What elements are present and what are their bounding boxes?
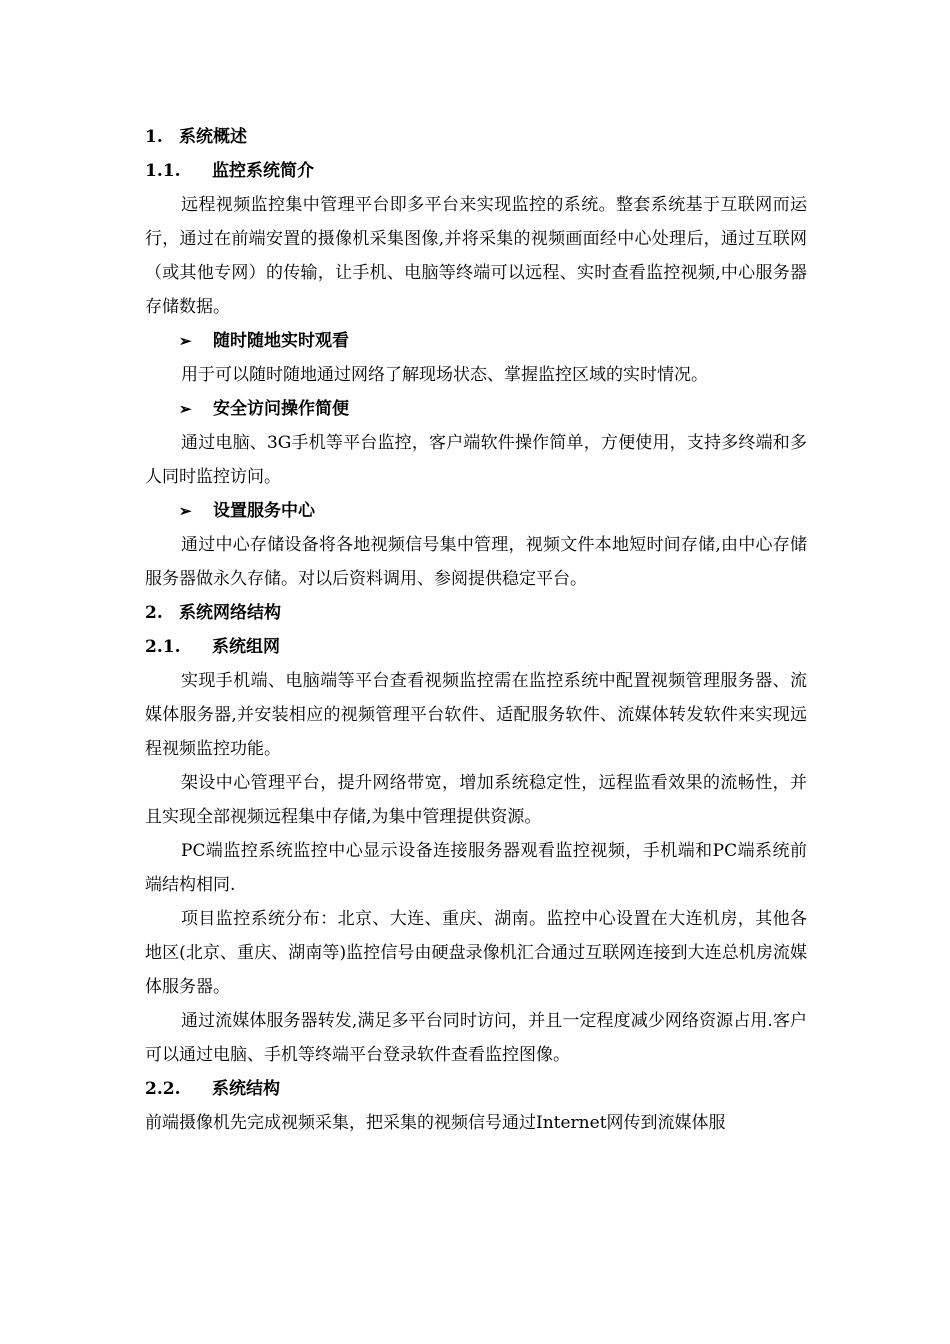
paragraph-networking-1: 实现手机端、电脑端等平台查看视频监控需在监控系统中配置视频管理服务器、流媒体服务器,并安装相应的视频管理平台软件、适配服务软件、流媒体转发软件来实现远程视频监控功能。 [145,671,807,759]
heading-number: 1.1. [145,161,181,181]
arrow-bullet-icon: ➢ [179,400,192,418]
feature-heading-secure-access [145,392,807,426]
heading-number: 2.2. [145,1079,181,1099]
paragraph-feature-service-center: 通过中心存储设备将各地视频信号集中管理，视频文件本地短时间存储,由中心存储服务器做永久存储。对以后资料调用、参阅提供稳定平台。 [145,535,807,589]
document-body [145,120,807,1140]
heading-number: 2.1. [145,637,181,657]
paragraph-networking-3: PC端监控系统监控中心显示设备连接服务器观看监控视频，手机端和PC端系统前端结构相同. [145,841,807,895]
heading-section-2 [145,596,807,630]
paragraph-structure: 前端摄像机先完成视频采集，把采集的视频信号通过Internet网传到流媒体服 [145,1113,726,1133]
heading-section-2-1 [145,630,807,664]
heading-section-2-2 [145,1072,807,1106]
heading-title: 监控系统简介 [212,161,314,181]
paragraph-feature-realtime: 用于可以随时随地通过网络了解现场状态、掌握监控区域的实时情况。 [181,365,708,385]
arrow-bullet-icon: ➢ [179,502,192,520]
heading-title: 系统概述 [179,127,247,147]
paragraph-networking-4: 项目监控系统分布：北京、大连、重庆、湖南。监控中心设置在大连机房，其他各地区(北京、重庆、湖南等)监控信号由硬盘录像机汇合通过互联网连接到大连总机房流媒体服务器。 [145,909,807,997]
heading-title: 系统结构 [212,1079,280,1099]
heading-title: 系统网络结构 [179,603,281,623]
heading-section-1 [145,120,807,154]
feature-heading-service-center [145,494,807,528]
heading-title: 系统组网 [212,637,280,657]
paragraph-intro: 远程视频监控集中管理平台即多平台来实现监控的系统。整套系统基于互联网而运行，通过在前端安置的摄像机采集图像,并将采集的视频画面经中心处理后，通过互联网（或其他专网）的传输，让手机、电脑等终端可以远程、实时查看监控视频,中心服务器存储数据。 [145,195,807,317]
arrow-bullet-icon: ➢ [179,332,192,350]
feature-heading-realtime [145,324,807,358]
paragraph-networking-2: 架设中心管理平台，提升网络带宽，增加系统稳定性，远程监看效果的流畅性，并且实现全部视频远程集中存储,为集中管理提供资源。 [145,773,807,827]
heading-section-1-1 [145,154,807,188]
paragraph-networking-5: 通过流媒体服务器转发,满足多平台同时访问，并且一定程度减少网络资源占用.客户可以通过电脑、手机等终端平台登录软件查看监控图像。 [145,1011,807,1065]
paragraph-feature-secure-access: 通过电脑、3G手机等平台监控，客户端软件操作简单，方便使用，支持多终端和多人同时监控访问。 [145,433,807,487]
feature-title: 随时随地实时观看 [213,331,349,351]
feature-title: 安全访问操作简便 [213,399,349,419]
heading-number: 2. [145,603,163,623]
heading-number: 1. [145,127,163,147]
feature-title: 设置服务中心 [213,501,315,521]
